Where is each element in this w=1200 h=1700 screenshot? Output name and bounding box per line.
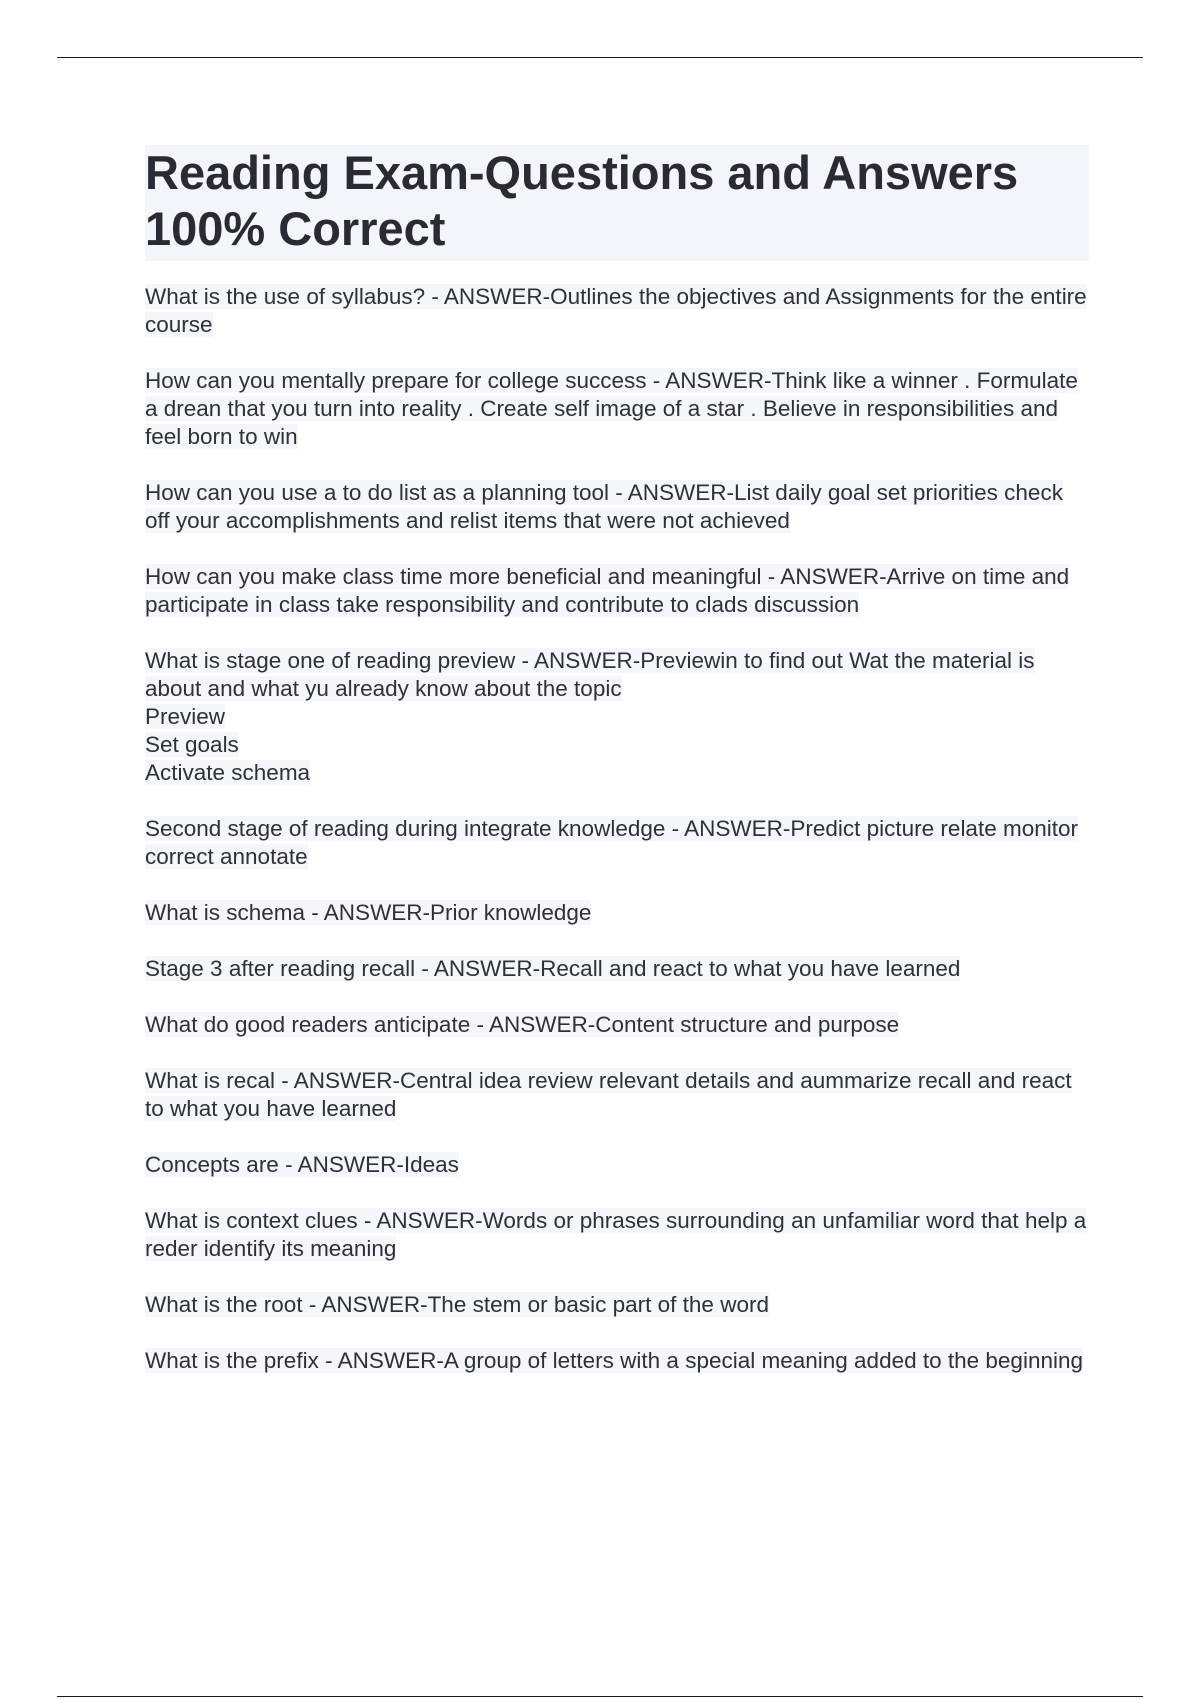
qa-item — [145, 647, 1089, 787]
qa-item — [145, 1291, 1089, 1319]
qa-item — [145, 1207, 1089, 1263]
qa-item — [145, 815, 1089, 871]
qa-item — [145, 479, 1089, 535]
qa-text: What do good readers anticipate - ANSWER-Content structure and purpose — [145, 1012, 900, 1037]
qa-item — [145, 563, 1089, 619]
qa-list — [145, 283, 1089, 1375]
qa-text: What is stage one of reading preview - ANSWER-Previewin to find out Wat the material is about and what yu already know about the topic Preview Set goals Activate schema — [145, 648, 1035, 785]
document-title: Reading Exam-Questions and Answers 100% Correct — [145, 145, 1089, 261]
qa-item — [145, 367, 1089, 451]
qa-text: Concepts are - ANSWER-Ideas — [145, 1152, 459, 1177]
top-rule — [57, 57, 1143, 58]
qa-text: Second stage of reading during integrate knowledge - ANSWER-Predict picture relate monitor correct annotate — [145, 816, 1078, 869]
bottom-rule — [57, 1696, 1143, 1697]
qa-text: How can you mentally prepare for college success - ANSWER-Think like a winner . Formulate a drean that you turn into reality . Create self image of a star . Believe in responsibilities and feel born to win — [145, 368, 1078, 449]
document-body — [145, 145, 1089, 1403]
qa-text: What is recal - ANSWER-Central idea review relevant details and aummarize recall and react to what you have learned — [145, 1068, 1072, 1121]
qa-item — [145, 899, 1089, 927]
qa-text: Stage 3 after reading recall - ANSWER-Recall and react to what you have learned — [145, 956, 961, 981]
qa-item — [145, 1011, 1089, 1039]
qa-item — [145, 1067, 1089, 1123]
qa-text: What is the prefix - ANSWER-A group of letters with a special meaning added to the beginning — [145, 1348, 1084, 1373]
qa-item — [145, 283, 1089, 339]
qa-text: What is the use of syllabus? - ANSWER-Outlines the objectives and Assignments for the entire course — [145, 284, 1087, 337]
qa-text: What is the root - ANSWER-The stem or basic part of the word — [145, 1292, 769, 1317]
qa-item — [145, 955, 1089, 983]
qa-item — [145, 1151, 1089, 1179]
qa-text: What is schema - ANSWER-Prior knowledge — [145, 900, 592, 925]
qa-item — [145, 1347, 1089, 1375]
qa-text: What is context clues - ANSWER-Words or phrases surrounding an unfamiliar word that help a reder identify its meaning — [145, 1208, 1087, 1261]
qa-text: How can you use a to do list as a planning tool - ANSWER-List daily goal set priorities check off your accomplishments and relist items that were not achieved — [145, 480, 1063, 533]
qa-text: How can you make class time more beneficial and meaningful - ANSWER-Arrive on time and participate in class take responsibility and contribute to clads discussion — [145, 564, 1070, 617]
